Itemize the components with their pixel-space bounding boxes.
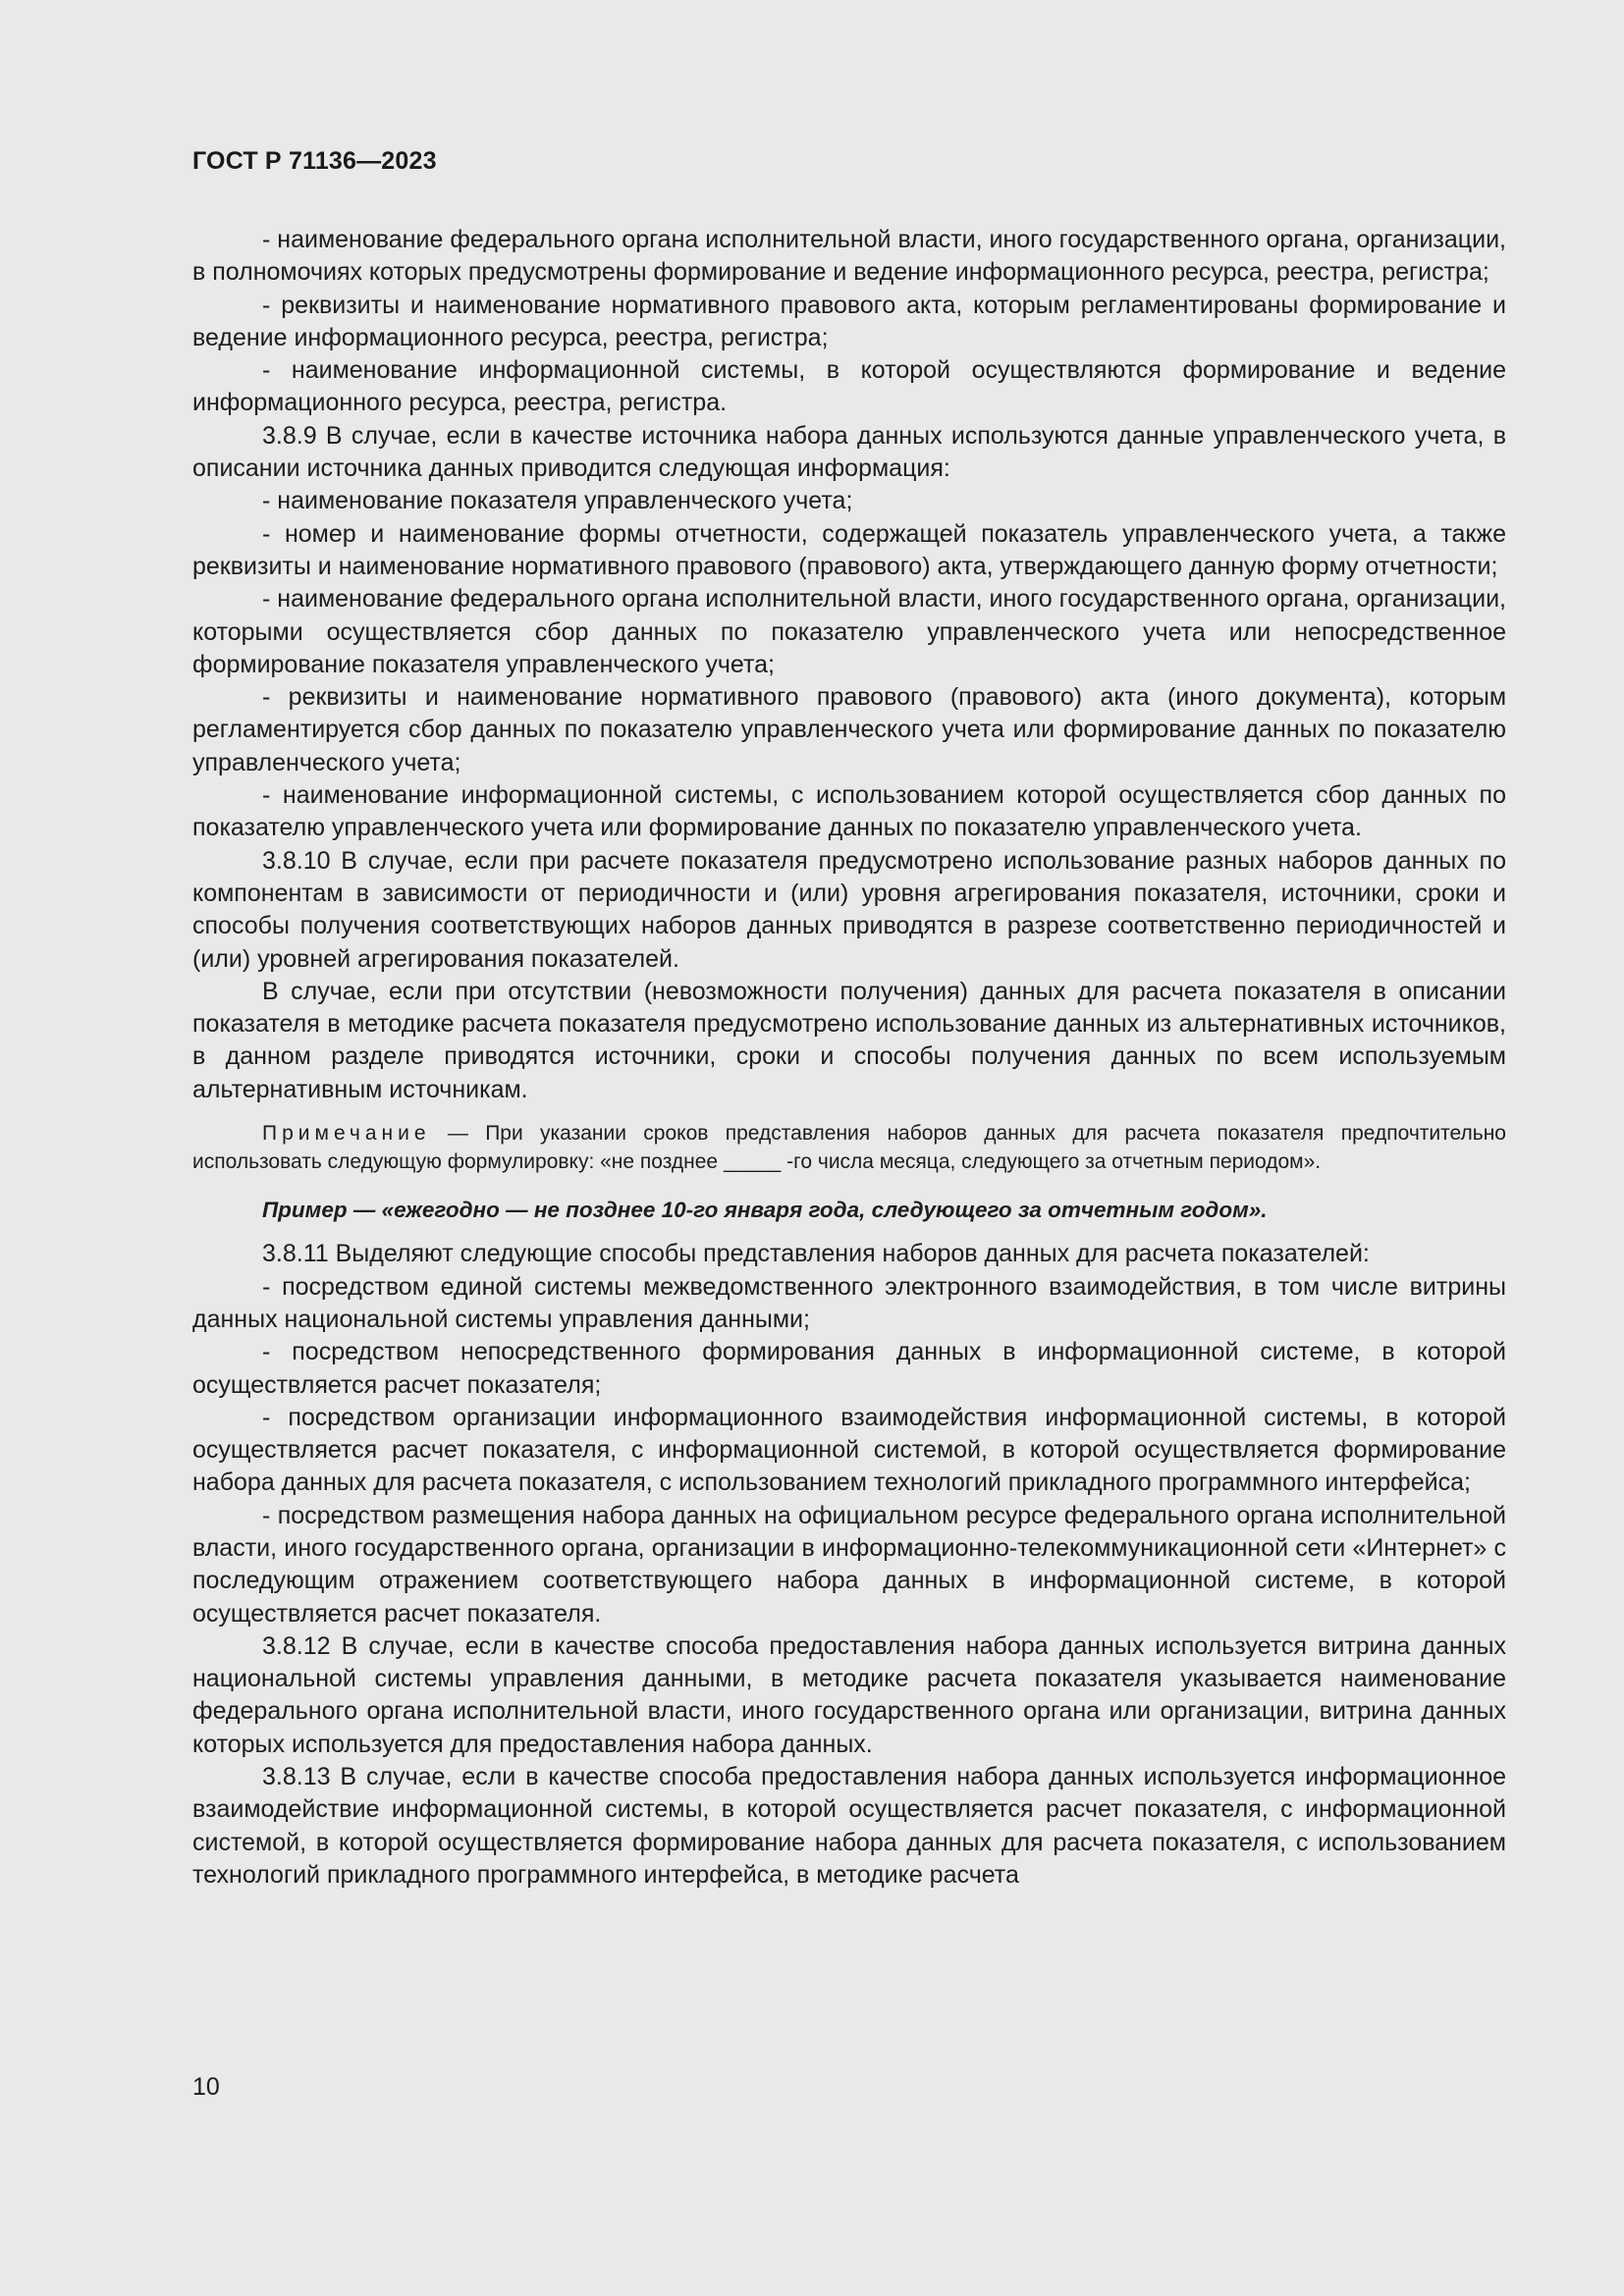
note-text: — При указании сроков представления наборов данных для расчета показателя предпочтительно использовать следующую формулировку: «не позднее _____ -го числа месяца, следующего за отчетным периодом». xyxy=(192,1122,1506,1173)
note xyxy=(192,1120,1506,1176)
paragraph: - посредством непосредственного формирования данных в информационной системе, в которой осуществляется расчет показателя; xyxy=(192,1338,1506,1399)
paragraph: - наименование показателя управленческого учета; xyxy=(262,487,853,515)
paragraph: - посредством размещения набора данных на официальном ресурсе федерального органа исполнительной власти, иного государственного органа, организации в информационно-телекоммуникационной сети «Интернет» с последующим отражением соответствующего набора данных в информационной системе, в которой осуществляется расчет показателя. xyxy=(192,1501,1506,1628)
paragraph: - наименование информационной системы, в которой осуществляются формирование и ведение информационного ресурса, реестра, регистра. xyxy=(192,356,1506,417)
paragraph-3-8-13: 3.8.13 В случае, если в качестве способа предоставления набора данных используется информационное взаимодействие информационной системы, в которой осуществляется расчет показателя, с информационной системой, в которой осуществляется формирование набора данных для расчета показателя, с использованием технологий прикладного программного интерфейса, в методике расчета xyxy=(192,1763,1506,1889)
paragraph: - посредством единой системы межведомственного электронного взаимодействия, в том числе витрины данных национальной системы управления данными; xyxy=(192,1272,1506,1333)
note-label: Примечание xyxy=(262,1122,431,1146)
paragraph: - наименование федерального органа исполнительной власти, иного государственного органа, организации, в полномочиях которых предусмотрены формирование и ведение информационного ресурса, реестра, регистра; xyxy=(192,226,1506,287)
paragraph-3-8-9: 3.8.9 В случае, если в качестве источника набора данных используются данные управленческого учета, в описании источника данных приводится следующая информация: xyxy=(192,421,1506,483)
example: Пример — «ежегодно — не позднее 10-го января года, следующего за отчетным годом». xyxy=(262,1198,1268,1223)
paragraph-3-8-11: 3.8.11 Выделяют следующие способы представления наборов данных для расчета показателей: xyxy=(262,1240,1370,1268)
document-body xyxy=(192,224,1506,1892)
paragraph: - номер и наименование формы отчетности, содержащей показатель управленческого учета, а также реквизиты и наименование нормативного правового (правового) акта, утверждающего данную форму отчетности; xyxy=(192,519,1506,580)
paragraph: - реквизиты и наименование нормативного правового акта, которым регламентированы формирование и ведение информационного ресурса, реестра, регистра; xyxy=(192,291,1506,351)
paragraph: - посредством организации информационного взаимодействия информационной системы, в которой осуществляется расчет показателя, с информационной системой, в которой осуществляется формирование набора данных для расчета показателя, с использованием технологий прикладного программного интерфейса; xyxy=(192,1403,1506,1497)
paragraph-3-8-12: 3.8.12 В случае, если в качестве способа предоставления набора данных используется витрина данных национальной системы управления данными, в методике расчета показателя указывается наименование федерального органа исполнительной власти, иного государственного органа или организации, витрина данных которых используется для предоставления набора данных. xyxy=(192,1631,1506,1758)
paragraph-3-8-10: 3.8.10 В случае, если при расчете показателя предусмотрено использование разных наборов данных по компонентам в зависимости от периодичности и (или) уровня агрегирования показателя, источники, сроки и способы получения соответствующих наборов данных приводятся в разрезе соответственно периодичностей и (или) уровней агрегирования показателей. xyxy=(192,846,1506,973)
paragraph: - наименование федерального органа исполнительной власти, иного государственного органа, организации, которыми осуществляется сбор данных по показателю управленческого учета или непосредственное формирование показателя управленческого учета; xyxy=(192,585,1506,678)
page-number: 10 xyxy=(192,2073,220,2101)
paragraph: - реквизиты и наименование нормативного правового (правового) акта (иного документа), которым регламентируется сбор данных по показателю управленческого учета или формирование данных по показателю управленческого учета; xyxy=(192,683,1506,776)
paragraph: В случае, если при отсутствии (невозможности получения) данных для расчета показателя в описании показателя в методике расчета показателя предусмотрено использование данных из альтернативных источников, в данном разделе приводятся источники, сроки и способы получения данных по всем используемым альтернативным источникам. xyxy=(192,977,1506,1103)
paragraph: - наименование информационной системы, с использованием которой осуществляется сбор данных по показателю управленческого учета или формирование данных по показателю управленческого учета. xyxy=(192,781,1506,842)
document-header: ГОСТ Р 71136—2023 xyxy=(192,147,437,175)
